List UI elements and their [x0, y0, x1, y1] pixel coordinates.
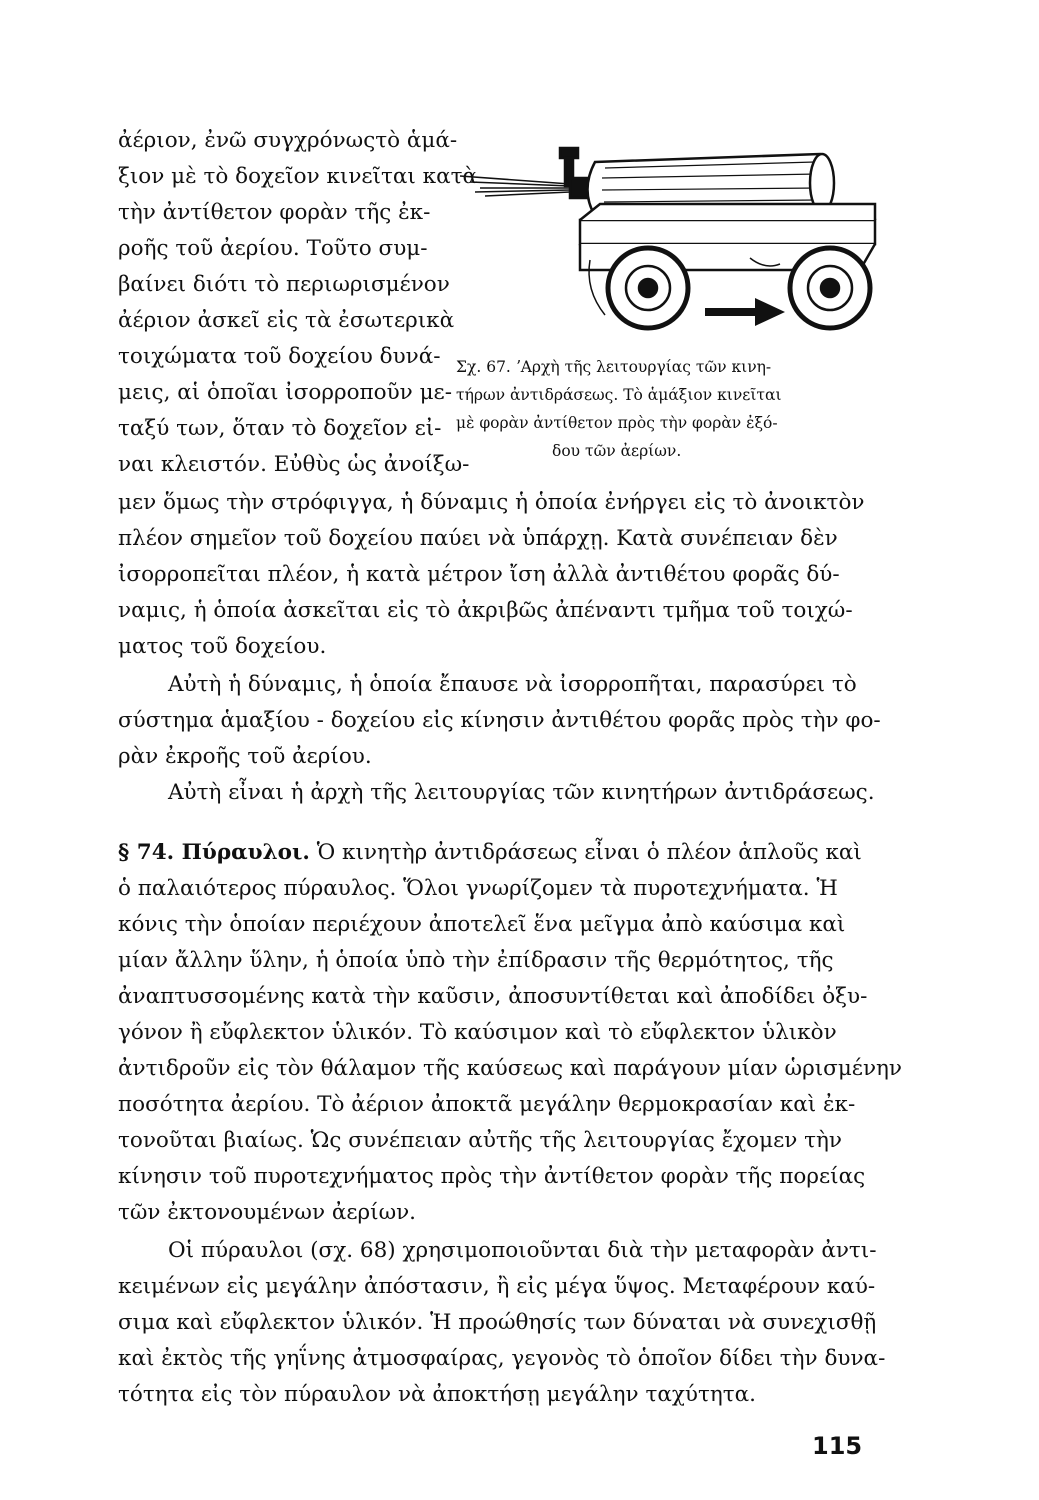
text-line: τὴν ἀντίθετον φορὰν τῆς ἐκ-: [118, 200, 431, 225]
front-wheel: [790, 248, 870, 328]
cart-platform: [580, 220, 875, 244]
text-line: ἀέριον, ἐνῶ συγχρόνωςτὸ ἁμά-: [118, 128, 458, 153]
text-line: σύστημα ἁμαξίου - δοχείου εἰς κίνησιν ἀντιθέτου φορᾶς πρὸς τὴν φο-: [118, 708, 881, 733]
text-line: σιμα καὶ εὔφλεκτον ὑλικόν. Ἡ προώθησίς των δύναται νὰ συνεχισθῇ: [118, 1310, 877, 1335]
valve-handle: [560, 148, 578, 158]
text-line: βαίνει διότι τὸ περιωρισμένον: [118, 272, 450, 297]
figure-caption-line: δου τῶν ἀερίων.: [552, 442, 682, 460]
text-line: ἰσορροπεῖται πλέον, ἡ κατὰ μέτρον ἴση ἀλλὰ ἀντιθέτου φορᾶς δύ-: [118, 562, 840, 587]
text-line: κίνησιν τοῦ πυροτεχνήματος πρὸς τὴν ἀντίθετον φορὰν τῆς πορείας: [118, 1164, 866, 1189]
text-line: ποσότητα ἀερίου. Τὸ ἀέριον ἀποκτᾶ μεγάλην θερμοκρασίαν καὶ ἐκ-: [118, 1092, 856, 1117]
figure-caption-line: τήρων ἀντιδράσεως. Τὸ ἁμάξιον κινεῖται: [456, 386, 782, 404]
text-line: ἀναπτυσσομένης κατὰ τὴν καῦσιν, ἀποσυντίθεται καὶ ἀποδίδει ὀξυ-: [118, 984, 868, 1009]
figure-caption-line: Σχ. 67. ʼΑρχὴ τῆς λειτουργίας τῶν κινη-: [456, 358, 772, 376]
text-line: γόνον ἢ εὔφλεκτον ὑλικόν. Τὸ καύσιμον καὶ τὸ εὔφλεκτον ὑλικὸν: [118, 1020, 837, 1045]
text-line: κόνις τὴν ὁποίαν περιέχουν ἀποτελεῖ ἕνα μεῖγμα ἀπὸ καύσιμα καὶ: [118, 912, 846, 937]
text-line: Οἱ πύραυλοι (σχ. 68) χρησιμοποιοῦνται διὰ τὴν μεταφορὰν ἀντι-: [168, 1238, 877, 1263]
text-line: τονοῦται βιαίως. Ὡς συνέπειαν αὐτῆς τῆς λειτουργίας ἔχομεν τὴν: [118, 1128, 842, 1153]
text-line: κειμένων εἰς μεγάλην ἀπόστασιν, ἢ εἰς μέγα ὕψος. Μεταφέρουν καύ-: [118, 1274, 876, 1299]
gas-jet: [460, 176, 570, 196]
text-line: πλέον σημεῖον τοῦ δοχείου παύει νὰ ὑπάρχῃ. Κατὰ συνέπειαν δὲν: [118, 526, 838, 551]
text-line: ἀντιδροῦν εἰς τὸν θάλαμον τῆς καύσεως καὶ παράγουν μίαν ὡρισμένην: [118, 1056, 902, 1081]
text-line: καὶ ἐκτὸς τῆς γηΐνης ἀτμοσφαίρας, γεγονὸς τὸ ὁποῖον δίδει τὴν δυνα-: [118, 1346, 886, 1371]
text-line: μεις, αἱ ὁποῖαι ἰσορροποῦν με-: [118, 380, 452, 405]
text-line: Αὐτὴ εἶναι ἡ ἀρχὴ τῆς λειτουργίας τῶν κινητήρων ἀντιδράσεως.: [168, 780, 875, 805]
direction-arrow: [705, 298, 785, 326]
reaction-cart-illustration: [420, 140, 880, 350]
figure-caption-line: μὲ φορὰν ἀντίθετον πρὸς τὴν φορὰν ἐξό-: [456, 414, 778, 432]
text-line: ροῆς τοῦ ἀερίου. Τοῦτο συμ-: [118, 236, 428, 261]
text-line: ἀέριον ἀσκεῖ εἰς τὰ ἐσωτερικὰ: [118, 308, 455, 333]
section-first-line: [118, 840, 862, 866]
text-line: τῶν ἐκτονουμένων ἀερίων.: [118, 1200, 417, 1225]
text-line: ματος τοῦ δοχείου.: [118, 634, 327, 659]
text-line: ρὰν ἐκροῆς τοῦ ἀερίου.: [118, 744, 372, 769]
text-line: Αὐτὴ ἡ δύναμις, ἡ ὁποία ἔπαυσε νὰ ἰσορροπῆται, παρασύρει τὸ: [168, 672, 857, 697]
text-line: μεν ὅμως τὴν στρόφιγγα, ἡ δύναμις ἡ ὁποία ἐνήργει εἰς τὸ ἀνοικτὸν: [118, 490, 865, 515]
text-line: ναμις, ἡ ὁποία ἀσκεῖται εἰς τὸ ἀκριβῶς ἀπέναντι τμῆμα τοῦ τοιχώ-: [118, 598, 853, 623]
text-line: ξιον μὲ τὸ δοχεῖον κινεῖται κατὰ: [118, 164, 478, 189]
text-line: τότητα εἰς τὸν πύραυλον νὰ ἀποκτήσῃ μεγάλην ταχύτητα.: [118, 1382, 756, 1407]
text-line: ὁ παλαιότερος πύραυλος. Ὅλοι γνωρίζομεν τὰ πυροτεχνήματα. Ἡ: [118, 876, 838, 901]
text-line: τοιχώματα τοῦ δοχείου δυνά-: [118, 344, 441, 369]
text-line: μίαν ἄλλην ὕλην, ἡ ὁποία ὑπὸ τὴν ἐπίδρασιν τῆς θερμότητος, τῆς: [118, 948, 834, 973]
text-line: ταξύ των, ὅταν τὸ δοχεῖον εἰ-: [118, 416, 442, 441]
section-heading: § 74. Πύραυλοι.: [118, 840, 310, 865]
section-first-line-text: Ὁ κινητὴρ ἀντιδράσεως εἶναι ὁ πλέον ἁπλοῦς καὶ: [316, 840, 862, 865]
text-line: ναι κλειστόν. Εὐθὺς ὡς ἀνοίξω-: [118, 452, 470, 477]
rear-wheel: [608, 248, 688, 328]
page-number: 115: [812, 1432, 863, 1460]
